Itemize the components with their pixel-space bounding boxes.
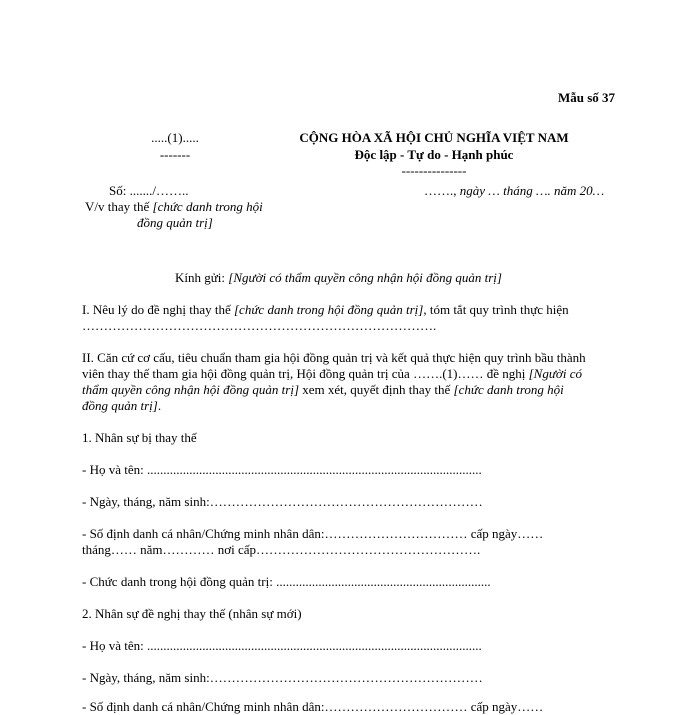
replaced-dob-field: - Ngày, tháng, năm sinh:……………………………………………………… [82, 494, 483, 509]
section-2-line-1: II. Căn cứ cơ cấu, tiêu chuẩn tham gia hội đồng quản trị và kết quả thực hiện quy trình bầu thành [82, 350, 586, 365]
document-number: Số: ......./…….. [109, 183, 189, 198]
place-placeholder: ……., [424, 183, 460, 198]
section-1-text-italic: [chức danh trong hội đồng quản trị] [234, 302, 424, 317]
national-motto: Độc lập - Tự do - Hạnh phúc [354, 147, 514, 162]
section-1-line-2: ………………………………………………………………………. [82, 318, 437, 333]
recipient-line [175, 269, 502, 286]
new-name-field: - Họ và tên: ....................................................................................................... [82, 638, 482, 653]
subject-line-1 [85, 198, 263, 215]
section-2-line-4-italic: đồng quản trị] [82, 398, 158, 413]
new-dob-field: - Ngày, tháng, năm sinh:……………………………………………………… [82, 670, 483, 685]
recipient-prefix: Kính gửi: [175, 270, 229, 285]
section-1-line-1 [82, 301, 569, 318]
section-1-text-c: , tóm tắt quy trình thực hiện [423, 302, 569, 317]
section-2-line-3 [82, 381, 564, 398]
replaced-id-field-1: - Số định danh cá nhân/Chứng minh nhân dân:…………………………… cấp ngày…… [82, 526, 544, 541]
place-date [424, 182, 604, 199]
section-2-line-3-italic-2: [chức danh trong hội [453, 382, 564, 397]
new-id-field-1: - Số định danh cá nhân/Chứng minh nhân dân:…………………………… cấp ngày…… [82, 699, 544, 714]
replaced-title-field: - Chức danh trong hội đồng quản trị: .................................................................. [82, 574, 491, 589]
new-heading: 2. Nhân sự đề nghị thay thế (nhân sự mới) [82, 606, 302, 621]
form-number: Mẫu số 37 [558, 90, 616, 105]
section-2-line-3-italic: thẩm quyền công nhận hội đồng quản trị] [82, 382, 300, 397]
section-2-line-3-text: xem xét, quyết định thay thế [299, 382, 454, 397]
replaced-id-field-2: tháng…… năm………… nơi cấp……………………………………………. [82, 542, 481, 557]
subject-line-2: đồng quản trị] [137, 215, 213, 230]
motto-underline: --------------- [401, 163, 467, 178]
section-2-line-2-italic: [Người có [528, 366, 582, 381]
nation-title: CỘNG HÒA XÃ HỘI CHỦ NGHĨA VIỆT NAM [299, 130, 569, 145]
organization-underline: ------- [159, 147, 191, 162]
section-2-line-4 [82, 397, 161, 414]
section-2-line-2-text: viên thay thế tham gia hội đồng quản trị, Hội đồng quản trị của …….(1)…… đề nghị [82, 366, 529, 381]
organization-placeholder: .....(1)..... [151, 130, 199, 145]
subject-prefix: V/v thay thế [85, 199, 153, 214]
date-italic: ngày … tháng …. năm 20… [459, 183, 605, 198]
replaced-name-field: - Họ và tên: ....................................................................................................... [82, 462, 482, 477]
section-1-text-a: I. Nêu lý do đề nghị thay thế [82, 302, 234, 317]
section-2-line-2 [82, 365, 582, 382]
subject-italic-1: [chức danh trong hội [152, 199, 263, 214]
replaced-heading: 1. Nhân sự bị thay thế [82, 430, 197, 445]
recipient-italic: [Người có thẩm quyền công nhận hội đồng quản trị] [228, 270, 502, 285]
section-2-line-4-text: . [157, 398, 162, 413]
